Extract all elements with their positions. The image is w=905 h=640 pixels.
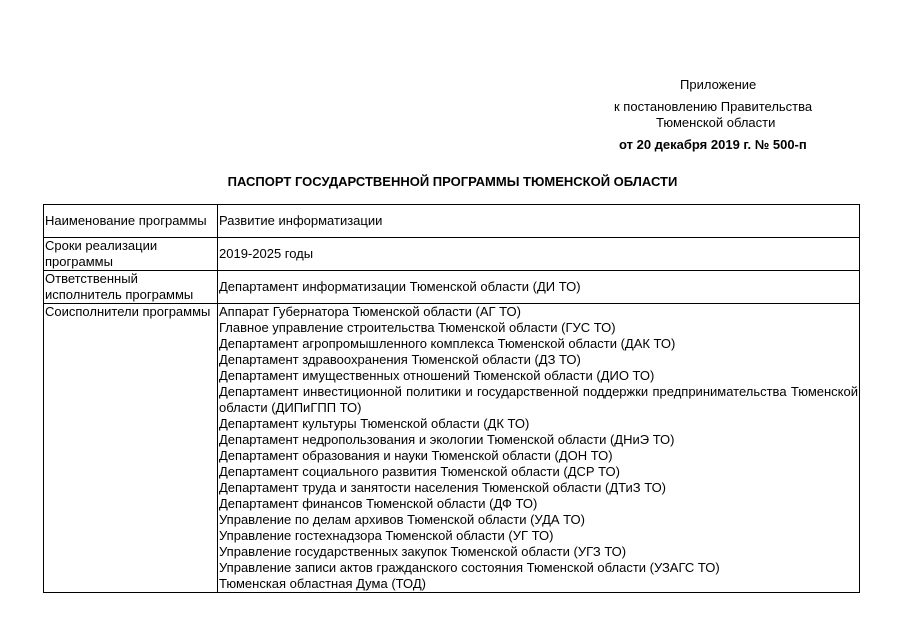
co-executors-list xyxy=(219,304,858,592)
list-item: Тюменская областная Дума (ТОД) xyxy=(219,576,426,591)
list-item: Управление государственных закупок Тюменской области (УГЗ ТО) xyxy=(219,544,627,559)
table-row-responsible-executor xyxy=(44,271,860,304)
row-value: 2019-2025 годы xyxy=(218,238,860,271)
row-label: Наименование программы xyxy=(44,205,218,238)
list-item: Управление записи актов гражданского состояния Тюменской области (УЗАГС ТО) xyxy=(219,560,720,575)
appendix-date-number: от 20 декабря 2019 г. № 500-п xyxy=(619,137,807,152)
list-item: Департамент образования и науки Тюменской области (ДОН ТО) xyxy=(219,448,613,463)
list-item: Аппарат Губернатора Тюменской области (АГ ТО) xyxy=(219,304,521,319)
list-item: Департамент инвестиционной политики и государственной поддержки предпринимательства Тюменской области (ДИПиГПП ТО) xyxy=(219,384,858,415)
list-item: Департамент недропользования и экологии Тюменской области (ДНиЭ ТО) xyxy=(219,432,675,447)
list-item: Департамент социального развития Тюменской области (ДСР ТО) xyxy=(219,464,620,479)
appendix-resolution-line-2: Тюменской области xyxy=(656,115,776,130)
appendix-title: Приложение xyxy=(680,77,757,92)
list-item: Управление гостехнадзора Тюменской области (УГ ТО) xyxy=(219,528,554,543)
table-row-program-period xyxy=(44,238,860,271)
appendix-header xyxy=(0,0,905,160)
row-value: Департамент информатизации Тюменской области (ДИ ТО) xyxy=(218,271,860,304)
table-row-program-name xyxy=(44,205,860,238)
list-item: Департамент агропромышленного комплекса Тюменской области (ДАК ТО) xyxy=(219,336,676,351)
row-value: Развитие информатизации xyxy=(218,205,860,238)
table-row-co-executors xyxy=(44,304,860,593)
list-item: Департамент финансов Тюменской области (ДФ ТО) xyxy=(219,496,538,511)
list-item: Главное управление строительства Тюменской области (ГУС ТО) xyxy=(219,320,616,335)
appendix-resolution-line-1: к постановлению Правительства xyxy=(614,99,813,114)
list-item: Департамент имущественных отношений Тюменской области (ДИО ТО) xyxy=(219,368,655,383)
row-label: Ответственный исполнитель программы xyxy=(44,271,218,304)
document-title: ПАСПОРТ ГОСУДАРСТВЕННОЙ ПРОГРАММЫ ТЮМЕНСКОЙ ОБЛАСТИ xyxy=(227,174,678,189)
list-item: Департамент труда и занятости населения Тюменской области (ДТиЗ ТО) xyxy=(219,480,667,495)
row-label: Соисполнители программы xyxy=(44,304,218,593)
co-executors-cell xyxy=(218,304,860,593)
passport-table xyxy=(43,204,860,593)
list-item: Департамент здравоохранения Тюменской области (ДЗ ТО) xyxy=(219,352,581,367)
list-item: Департамент культуры Тюменской области (ДК ТО) xyxy=(219,416,530,431)
list-item: Управление по делам архивов Тюменской области (УДА ТО) xyxy=(219,512,585,527)
row-label: Сроки реализации программы xyxy=(44,238,218,271)
